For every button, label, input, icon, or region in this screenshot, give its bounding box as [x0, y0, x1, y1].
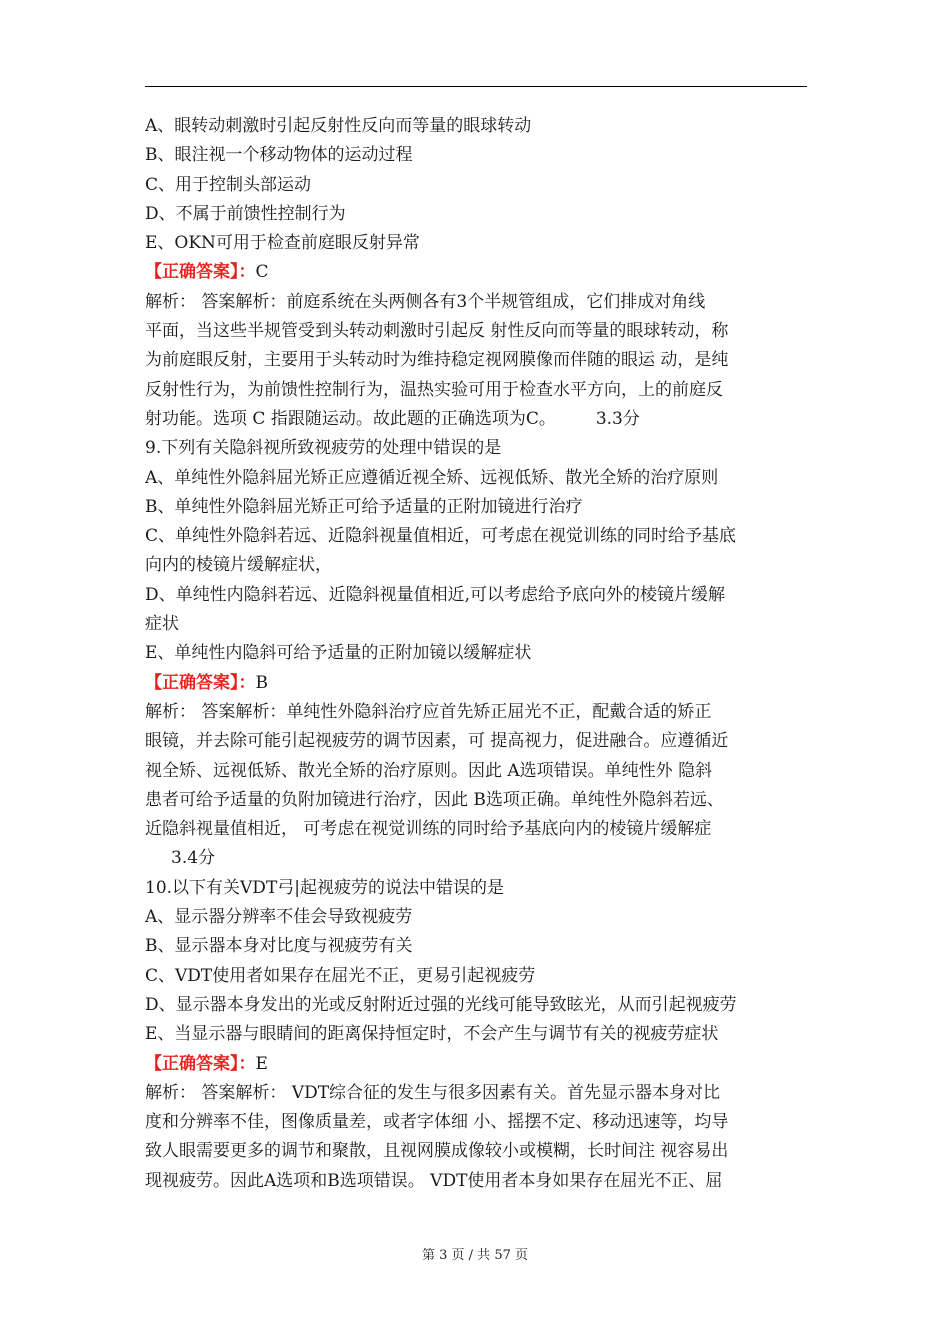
q9-option-c: C、单纯性外隐斜若远、近隐斜视量值相近，可考虑在视觉训练的同时给予基底	[145, 526, 737, 547]
q9-option-c-cont: 向内的棱镜片缓解症状，	[145, 555, 332, 576]
analysis-line: 现视疲劳。因此A选项和B选项错误。 VDT使用者本身如果存在屈光不正、屈	[145, 1170, 723, 1191]
analysis-line: 解析： 答案解析：单纯性外隐斜治疗应首先矫正屈光不正，配戴合适的矫正	[145, 701, 712, 722]
analysis-line: 解析： 答案解析：前庭系统在头两侧各有3个半规管组成，它们排成对角线	[145, 291, 706, 312]
q8-option-a: A、眼转动刺激时引起反射性反向而等量的眼球转动	[145, 116, 532, 136]
q9-answer	[145, 669, 807, 698]
q10-option-c: C、VDT使用者如果存在屈光不正，更易引起视疲劳	[145, 965, 536, 986]
page-footer: 第 3 页 / 共 57 页	[422, 1248, 528, 1263]
analysis-line: 反射性行为，为前馈性控制行为，温热实验可用于检查水平方向，上的前庭反	[145, 379, 723, 400]
analysis-text: 射功能。选项 C 指跟随运动。故此题的正确选项为C。	[145, 408, 556, 429]
analysis-line: 近隐斜视量值相近， 可考虑在视觉训练的同时给予基底向内的棱镜片缓解症	[145, 819, 712, 840]
q10-option-a: A、显示器分辨率不佳会导致视疲劳	[145, 907, 413, 928]
analysis-line: 度和分辨率不佳，图像质量差，或者字体细 小、摇摆不定、移动迅速等，均导	[145, 1112, 729, 1133]
analysis-line: 视全矫、远视低矫、散光全矫的治疗原则。因此 A选项错误。单纯性外 隐斜	[145, 760, 713, 781]
q10-option-b: B、显示器本身对比度与视疲劳有关	[145, 936, 413, 957]
q8-option-d: D、不属于前馈性控制行为	[145, 203, 346, 224]
answer-value: E	[255, 1053, 268, 1074]
q9-stem: 9.下列有关隐斜视所致视疲劳的处理中错误的是	[145, 438, 502, 459]
q8-option-c: C、用于控制头部运动	[145, 174, 312, 195]
q9-option-d: D、单纯性内隐斜若远、近隐斜视量值相近,可以考虑给予底向外的棱镜片缓解	[145, 584, 726, 605]
q8-option-e: E、OKN可用于检查前庭眼反射异常	[145, 233, 420, 254]
q8-option-b: B、眼注视一个移动物体的运动过程	[145, 145, 413, 166]
answer-label: 【正确答案】：	[145, 1053, 256, 1074]
answer-value: C	[255, 262, 269, 283]
q10-stem: 10.以下有关VDT弓|起视疲劳的说法中错误的是	[145, 877, 505, 898]
q9-option-e: E、单纯性内隐斜可给予适量的正附加镜以缓解症状	[145, 643, 532, 664]
q9-option-a: A、单纯性外隐斜屈光矫正应遵循近视全矫、远视低矫、散光全矫的治疗原则	[145, 467, 719, 488]
header-rule	[145, 86, 807, 87]
analysis-line	[145, 405, 807, 434]
score: 3.4分	[171, 848, 216, 869]
q10-option-e: E、当显示器与眼睛间的距离保持恒定时，不会产生与调节有关的视疲劳症状	[145, 1024, 719, 1045]
analysis-line: 眼镜，并去除可能引起视疲劳的调节因素，可 提高视力，促进融合。应遵循近	[145, 731, 729, 752]
answer-value: B	[255, 672, 268, 693]
q9-option-d-cont: 症状	[145, 614, 179, 635]
answer-label: 【正确答案】：	[145, 672, 256, 693]
analysis-line: 解析： 答案解析： VDT综合征的发生与很多因素有关。首先显示器本身对比	[145, 1082, 721, 1103]
page-content	[145, 112, 807, 1196]
q8-answer	[145, 258, 807, 287]
analysis-line: 患者可给予适量的负附加镜进行治疗，因此 B选项正确。单纯性外隐斜若远、	[145, 789, 724, 810]
analysis-line: 为前庭眼反射，主要用于头转动时为维持稳定视网膜像而伴随的眼运 动，是纯	[145, 350, 729, 371]
score: 3.3分	[595, 408, 640, 429]
analysis-line: 平面，当这些半规管受到头转动刺激时引起反 射性反向而等量的眼球转动，称	[145, 321, 729, 342]
answer-label: 【正确答案】：	[145, 262, 256, 283]
q9-option-b: B、单纯性外隐斜屈光矫正可给予适量的正附加镜进行治疗	[145, 496, 583, 517]
q10-answer	[145, 1050, 807, 1079]
analysis-line: 致人眼需要更多的调节和聚散，且视网膜成像较小或模糊，长时间注 视容易出	[145, 1141, 729, 1162]
q10-option-d: D、显示器本身发出的光或反射附近过强的光线可能导致眩光，从而引起视疲劳	[145, 994, 737, 1015]
